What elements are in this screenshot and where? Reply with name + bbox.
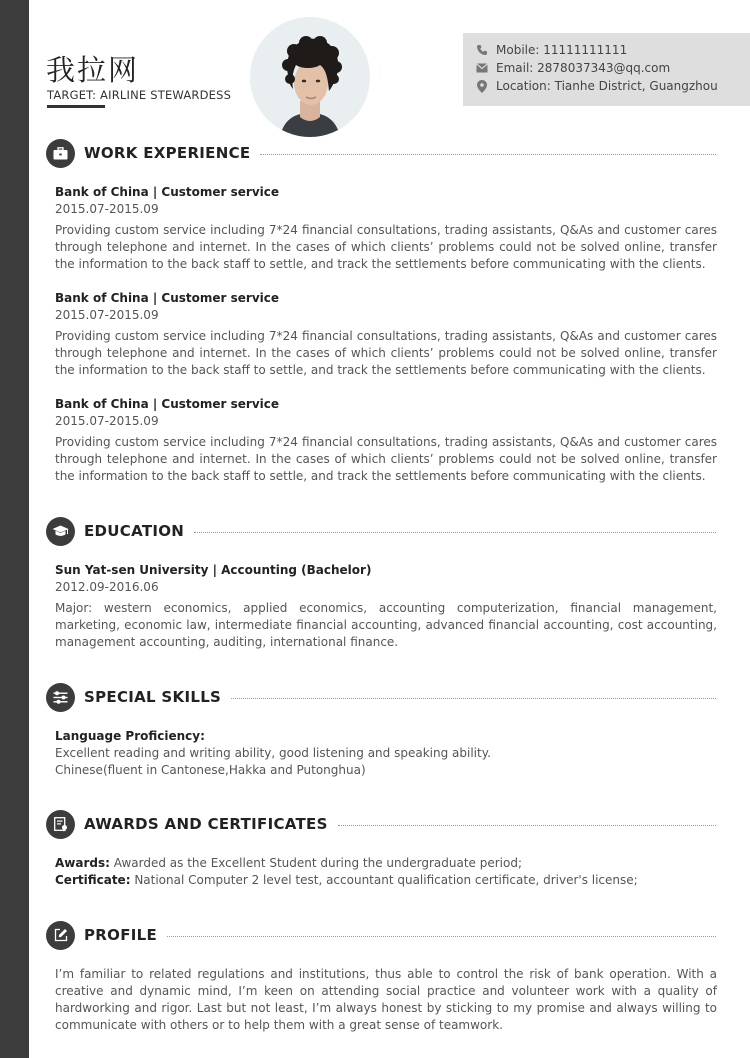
contact-location: Location: Tianhe District, Guangzhou <box>496 79 718 93</box>
work-item-date: 2015.07-2015.09 <box>55 308 159 322</box>
section-divider <box>231 698 716 699</box>
work-item-description: Providing custom service including 7*24 financial consultations, trading assistants, Q&As and customer cares through telephone and internet. In the cases of which clients’ problems could not be solved online, transfer the information to the back staff to settle, and track the settlements before communicating with the clients. <box>55 223 717 271</box>
certificate-line <box>55 872 717 889</box>
section-divider <box>167 936 716 937</box>
skills-item <box>55 728 717 779</box>
work-experience-header <box>46 138 716 168</box>
profile-title: PROFILE <box>84 926 158 944</box>
awards-header <box>46 809 716 839</box>
location-pin-icon <box>475 79 489 93</box>
work-experience-title: WORK EXPERIENCE <box>84 144 251 162</box>
work-item-date: 2015.07-2015.09 <box>55 202 159 216</box>
awards-line <box>55 855 717 872</box>
phone-icon <box>475 43 489 57</box>
certificate-label: Certificate: <box>55 873 131 887</box>
work-item-1 <box>55 184 717 273</box>
portrait-illustration <box>250 17 370 137</box>
work-item-title: Bank of China | Customer service <box>55 397 280 411</box>
contact-panel <box>463 33 750 106</box>
profile-header <box>46 920 716 950</box>
education-date: 2012.09-2016.06 <box>55 580 159 594</box>
work-item-description: Providing custom service including 7*24 financial consultations, trading assistants, Q&As and customer cares through telephone and internet. In the cases of which clients’ problems could not be solved online, transfer the information to the back staff to settle, and track the settlements before communicating with the clients. <box>55 329 717 377</box>
contact-mobile: Mobile: 11111111111 <box>496 43 628 57</box>
left-sidebar-bar <box>0 0 29 1058</box>
work-item-title: Bank of China | Customer service <box>55 185 280 199</box>
contact-email: Email: 2878037343@qq.com <box>496 61 671 75</box>
profile-description: I’m familiar to related regulations and institutions, thus able to control the risk of bank operation. With a creative and dynamic mind, I’m keen on attending social practice and volunteer work with a quality of hardworking and rigor. Last but not least, I’m always honest by sticking to my promise and always willing to communicate with others or to help them with a great sense of teamwork. <box>55 967 717 1032</box>
education-header <box>46 516 716 546</box>
envelope-icon <box>475 61 489 75</box>
work-item-date: 2015.07-2015.09 <box>55 414 159 428</box>
special-skills-header <box>46 682 716 712</box>
education-school: Sun Yat-sen University | Accounting (Bachelor) <box>55 563 372 577</box>
certificate-text: National Computer 2 level test, accountant qualification certificate, driver's license; <box>130 873 638 887</box>
contact-mobile-row <box>475 43 627 57</box>
edit-pencil-icon <box>46 921 75 950</box>
profile-photo <box>250 17 370 137</box>
work-item-2 <box>55 290 717 379</box>
graduation-cap-icon <box>46 517 75 546</box>
certificate-icon <box>46 810 75 839</box>
section-divider <box>338 825 716 826</box>
special-skills-title: SPECIAL SKILLS <box>84 688 222 706</box>
education-item <box>55 562 717 651</box>
target-position: TARGET: AIRLINE STEWARDESS <box>47 88 232 102</box>
work-item-3 <box>55 396 717 485</box>
awards-title: AWARDS AND CERTIFICATES <box>84 815 328 833</box>
target-underline <box>47 105 105 108</box>
section-divider <box>194 532 716 533</box>
awards-label: Awards: <box>55 856 110 870</box>
education-title: EDUCATION <box>84 522 185 540</box>
profile-item <box>55 966 717 1034</box>
education-description: Major: western economics, applied economics, accounting computerization, financial management, marketing, economic law, intermediate financial accounting, advanced financial accounting, cost accounting, management accounting, auditing, international finance. <box>55 601 717 649</box>
contact-location-row <box>475 79 718 93</box>
sliders-icon <box>46 683 75 712</box>
skills-label: Language Proficiency: <box>55 729 205 743</box>
briefcase-icon <box>46 139 75 168</box>
skills-line-2: Chinese(fluent in Cantonese,Hakka and Putonghua) <box>55 763 366 777</box>
awards-item <box>55 855 717 889</box>
awards-text: Awarded as the Excellent Student during the undergraduate period; <box>109 856 523 870</box>
skills-line-1: Excellent reading and writing ability, good listening and speaking ability. <box>55 746 491 760</box>
candidate-name: 我拉网 <box>46 53 140 87</box>
section-divider <box>260 154 716 155</box>
work-item-description: Providing custom service including 7*24 financial consultations, trading assistants, Q&As and customer cares through telephone and internet. In the cases of which clients’ problems could not be solved online, transfer the information to the back staff to settle, and track the settlements before communicating with the clients. <box>55 435 717 483</box>
contact-email-row <box>475 61 670 75</box>
work-item-title: Bank of China | Customer service <box>55 291 280 305</box>
